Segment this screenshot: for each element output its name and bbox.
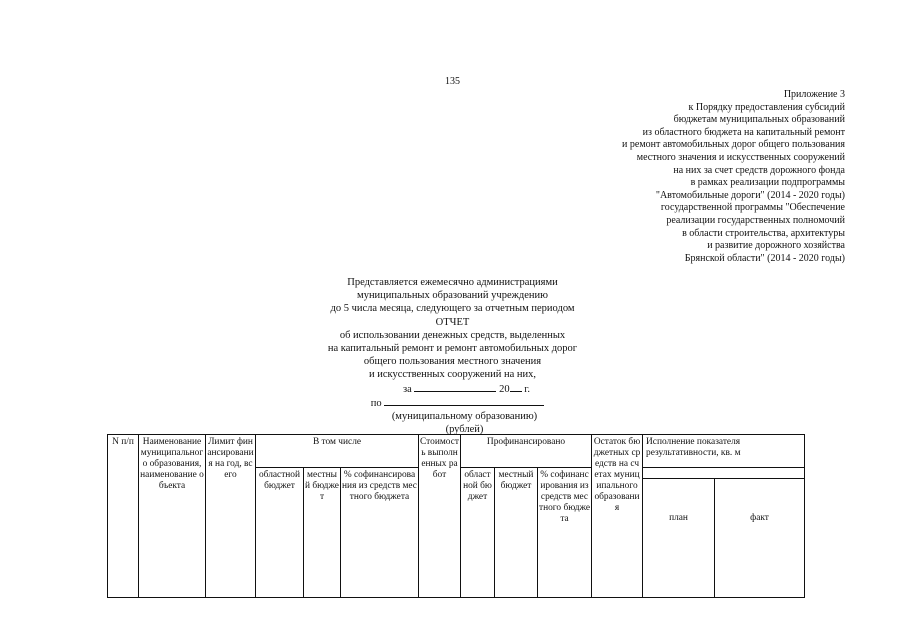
report-intro: [0, 276, 905, 436]
appendix-line: и развитие дорожного хозяйства: [707, 240, 845, 252]
report-title: ОТЧЕТ: [435, 316, 470, 328]
appendix-line: "Автомобильные дороги" (2014 - 2020 годы): [655, 189, 845, 201]
month-blank: [414, 382, 496, 392]
municipality-blank: [384, 396, 544, 406]
intro-line: общего пользования местного значения: [363, 356, 542, 368]
header-fin-regional: областной бюджет: [461, 468, 495, 598]
appendix-line: в области строительства, архитектуры: [682, 227, 845, 239]
po-label: по: [370, 397, 382, 409]
header-plan: план: [643, 479, 715, 598]
header-local: местный бюджет: [304, 468, 341, 598]
units-caption: (рублей): [445, 424, 484, 436]
page-number: 135: [445, 76, 460, 87]
appendix-header: [525, 89, 845, 265]
period-prefix: за: [403, 383, 412, 395]
header-percent: % софинансирования из средств местного бюджета: [341, 468, 419, 598]
header-indicator: Исполнение показателя результативности, кв. м: [643, 435, 805, 468]
header-including: В том числе: [256, 435, 419, 468]
appendix-line: местного значения и искусственных сооружений: [636, 151, 845, 163]
header-limit: Лимит финансирования на год, всего: [206, 435, 256, 598]
report-table: [107, 434, 805, 598]
intro-line: до 5 числа месяца, следующего за отчетным периодом: [330, 303, 575, 315]
header-balance: Остаток бюджетных средств на счетах муниципального образования: [592, 435, 643, 598]
po-line: [10, 396, 905, 410]
appendix-line: бюджетам муниципальных образований: [673, 114, 845, 126]
appendix-line: государственной программы "Обеспечение: [660, 202, 845, 214]
intro-line: на капитальный ремонт и ремонт автомобильных дорог: [327, 343, 578, 355]
period-line: [28, 382, 905, 396]
intro-line: и искусственных сооружений на них,: [368, 369, 537, 381]
indicator-blank-cell: [643, 468, 805, 479]
appendix-line: в рамках реализации подпрограммы: [690, 177, 845, 189]
header-fact: факт: [715, 479, 805, 598]
intro-line: муниципальных образований учреждению: [357, 290, 548, 302]
header-name: Наименование муниципального образования, наименование объекта: [139, 435, 206, 598]
appendix-line: на них за счет средств дорожного фонда: [673, 164, 845, 176]
appendix-line: Приложение 3: [783, 89, 845, 100]
year-blank: [510, 382, 522, 392]
header-fin-percent: % софинансирования из средств местного бюджета: [538, 468, 592, 598]
header-regional: областной бюджет: [256, 468, 304, 598]
appendix-line: Брянской области" (2014 - 2020 годы): [684, 252, 845, 264]
intro-line: об использовании денежных средств, выделенных: [339, 329, 566, 341]
appendix-line: реализации государственных полномочий: [666, 214, 845, 226]
municipality-caption: (муниципальному образованию): [391, 411, 538, 423]
appendix-line: и ремонт автомобильных дорог общего пользования: [622, 139, 845, 151]
header-financed: Профинансировано: [461, 435, 592, 468]
header-cost: Стоимость выполненных работ: [419, 435, 461, 598]
intro-line: Представляется ежемесячно администрациями: [347, 277, 558, 288]
appendix-line: из областного бюджета на капитальный ремонт: [642, 126, 845, 138]
period-year: 20: [499, 383, 510, 395]
header-fin-local: местный бюджет: [495, 468, 538, 598]
header-num: N п/п: [108, 435, 139, 598]
appendix-line: к Порядку предоставления субсидий: [688, 101, 845, 113]
period-suffix: г.: [524, 383, 530, 395]
